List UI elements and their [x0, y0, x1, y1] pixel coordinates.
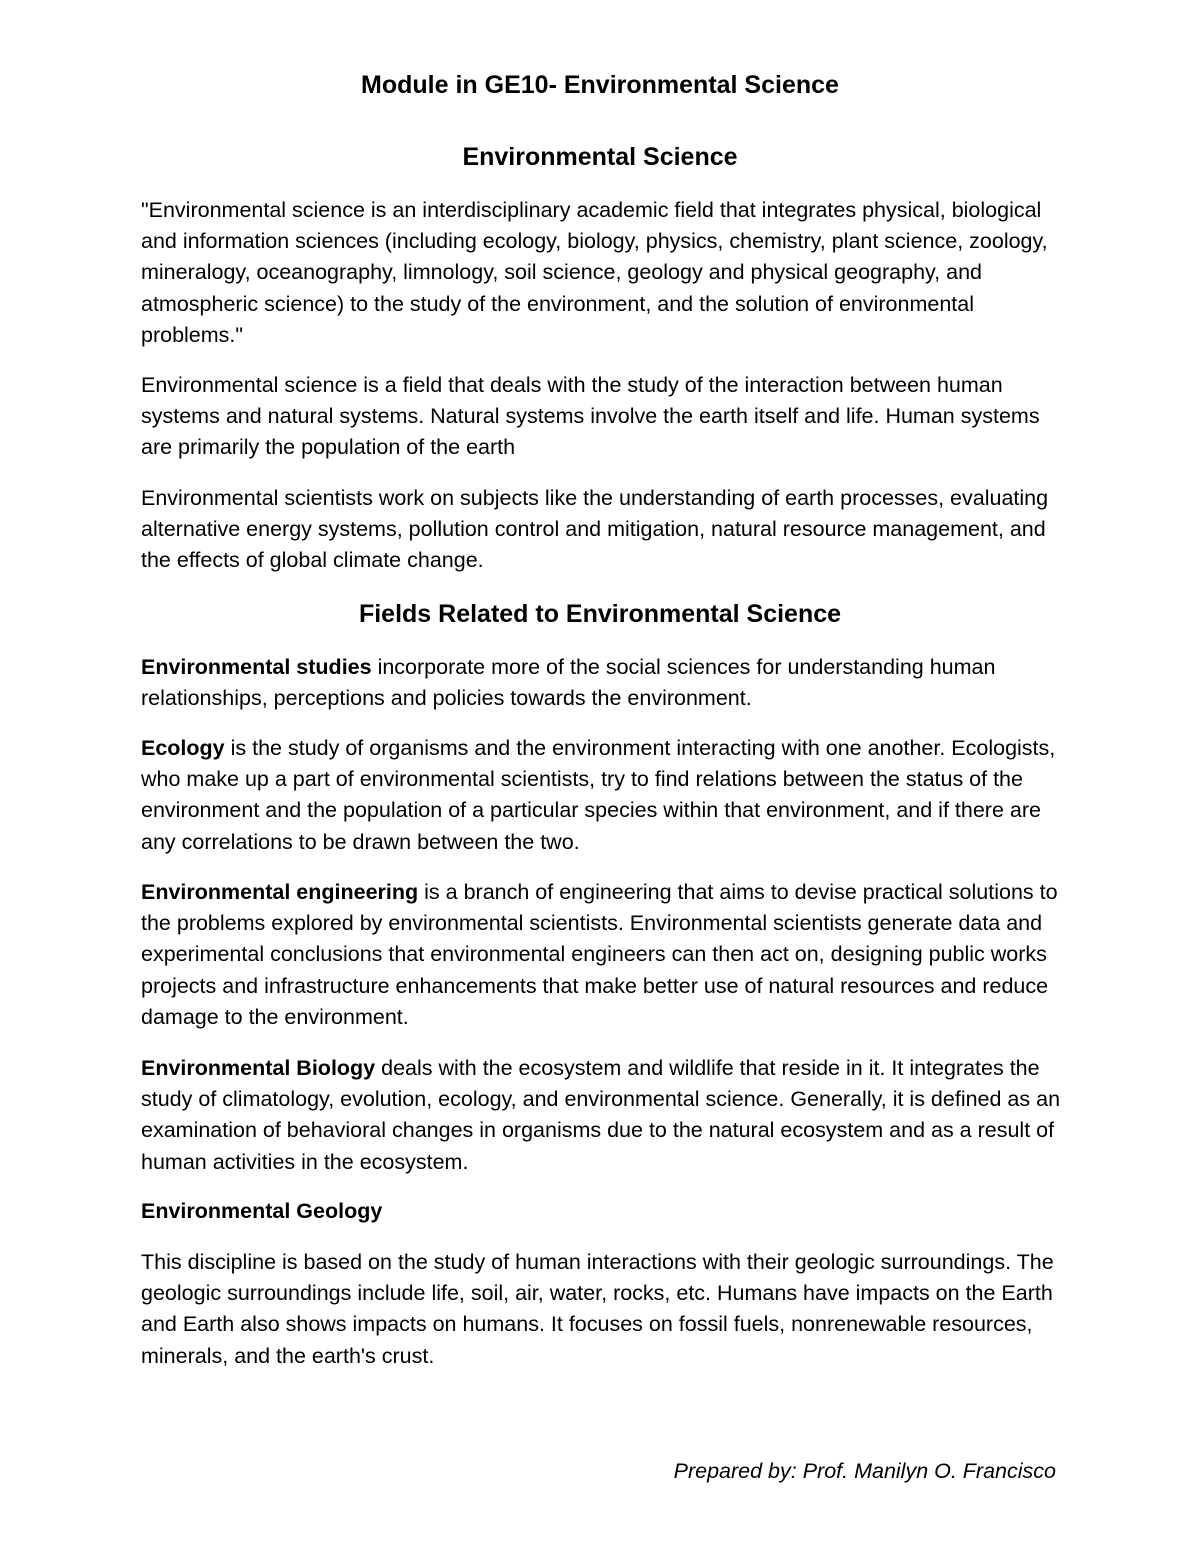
scientists-work-paragraph: Environmental scientists work on subjects like the understanding of earth processes, evaluating alternative energy systems, pollution control and mitigation, natural resource management, and the effects of global climate change.: [141, 486, 1049, 573]
environmental-geology-heading: Environmental Geology: [141, 1199, 383, 1223]
field-term: Ecology: [141, 736, 225, 760]
field-description: is the study of organisms and the environment interacting with one another. Ecologists, who make up a part of environmental scientists, try to find relations between the status of the environment and the population of a particular species within that environment, and if there are any correlations to be drawn between the two.: [141, 736, 1056, 854]
field-paragraph-ecology: [141, 733, 1071, 858]
field-description: deals with the ecosystem and wildlife that reside in it. It integrates the study of climatology, evolution, ecology, and environmental science. Generally, it is defined as an examination of behavioral changes in organisms due to the natural ecosystem and as a result of human activities in the ecosystem.: [141, 1056, 1061, 1174]
field-term: Environmental engineering: [141, 880, 419, 904]
field-paragraph-environmental-studies: [141, 652, 1071, 714]
interaction-paragraph: Environmental science is a field that deals with the study of the interaction between human systems and natural systems. Natural systems involve the earth itself and life. Human systems are primarily the population of the earth: [141, 373, 1040, 460]
field-paragraph-environmental-biology: [141, 1053, 1071, 1178]
prepared-by-footer: Prepared by: Prof. Manilyn O. Francisco: [673, 1459, 1056, 1483]
field-paragraph-environmental-engineering: [141, 877, 1071, 1033]
environmental-geology-paragraph: This discipline is based on the study of human interactions with their geologic surroundings. The geologic surroundings include life, soil, air, water, rocks, etc. Humans have impacts on the Earth and Earth also shows impacts on humans. It focuses on fossil fuels, nonrenewable resources, minerals, and the earth's crust.: [141, 1250, 1054, 1368]
section-title-environmental-science: Environmental Science: [462, 143, 738, 171]
section-title-related-fields: Fields Related to Environmental Science: [358, 600, 842, 628]
field-term: Environmental Biology: [141, 1056, 376, 1080]
intro-quote-paragraph: "Environmental science is an interdisciplinary academic field that integrates physical, biological and information sciences (including ecology, biology, physics, chemistry, plant science, zoology, mineralogy, oceanography, limnology, soil science, geology and physical geography, and atmospheric science) to the study of the environment, and the solution of environmental problems.": [141, 198, 1048, 347]
field-description: incorporate more of the social sciences for understanding human relationships, perceptions and policies towards the environment.: [141, 655, 996, 711]
module-title: Module in GE10- Environmental Science: [361, 71, 839, 99]
field-description: is a branch of engineering that aims to devise practical solutions to the problems explored by environmental scientists. Environmental scientists generate data and experimental conclusions that environmental engineers can then act on, designing public works projects and infrastructure enhancements that make better use of natural resources and reduce damage to the environment.: [141, 880, 1058, 1029]
field-term: Environmental studies: [141, 655, 372, 679]
